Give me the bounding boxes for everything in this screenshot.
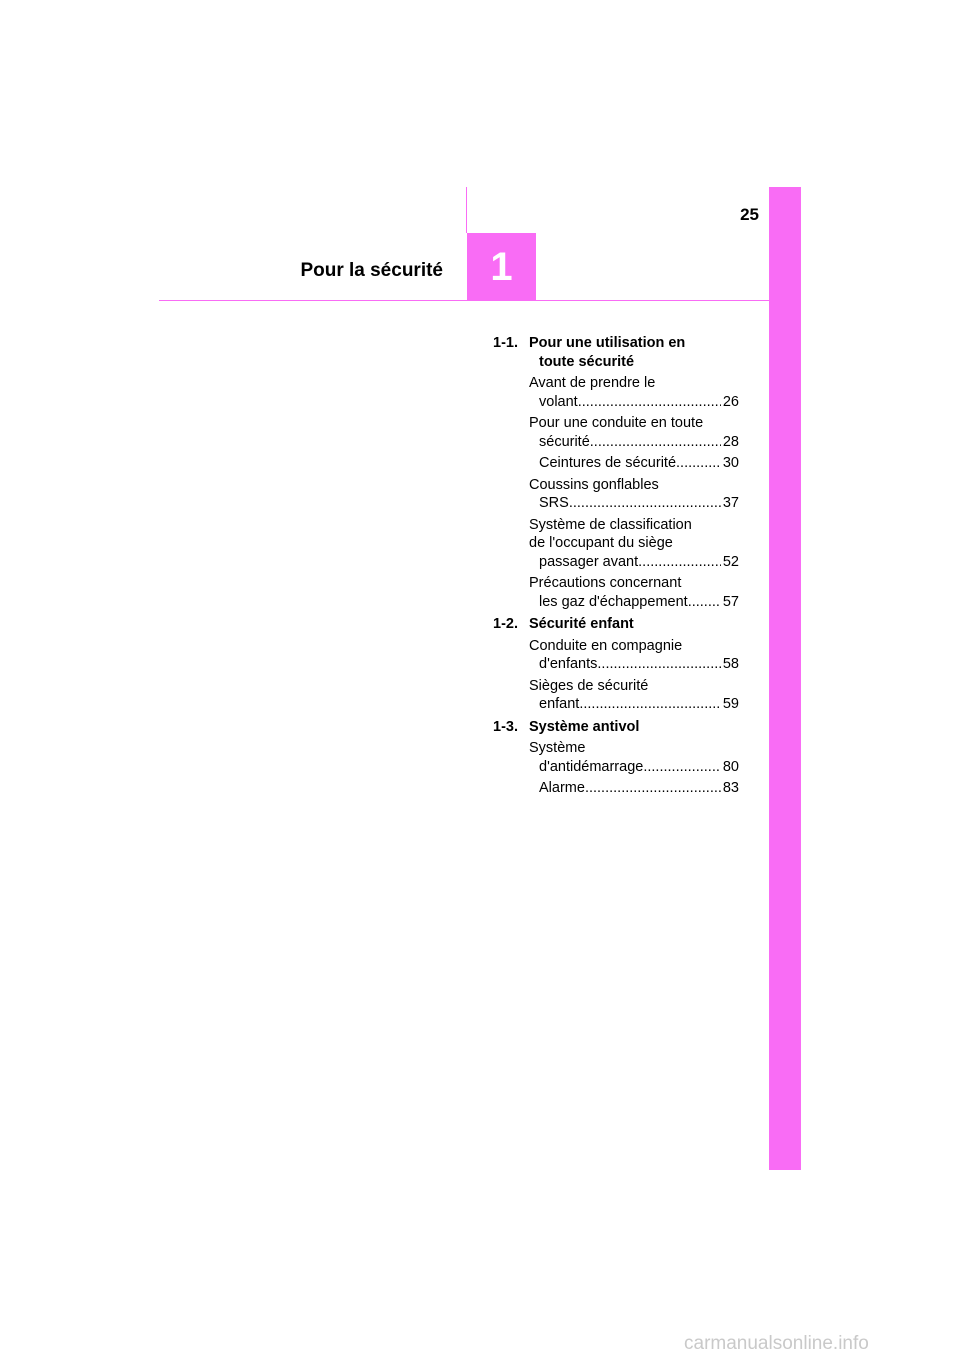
toc-entry[interactable] [529, 739, 739, 776]
toc-entry[interactable] [529, 476, 739, 513]
toc-entry[interactable] [529, 677, 739, 714]
toc-entry[interactable] [529, 779, 739, 798]
header-divider-horizontal [159, 300, 769, 301]
toc-entry-text: Alarme [539, 780, 585, 796]
toc-leader-dots [569, 494, 721, 513]
toc-entry-text: Ceintures de sécurité [539, 455, 677, 471]
toc-entry[interactable] [529, 574, 739, 611]
chapter-title: Pour la sécurité [300, 260, 443, 281]
toc-leader-dots [688, 593, 721, 612]
toc-page-number: 52 [722, 553, 739, 570]
toc-section-title-line: Système antivol [529, 718, 640, 735]
toc-section-number: 1-2. [493, 616, 518, 632]
toc-entry-text: Conduite en compagnie [529, 637, 683, 654]
toc-entry-text: d'antidémarrage [539, 758, 644, 775]
toc-entry-text: Pour une conduite en toute [529, 415, 704, 431]
toc-leader-dots [579, 695, 721, 714]
page-number: 25 [740, 205, 759, 224]
toc-entry-row [539, 593, 739, 612]
toc-section-heading [493, 718, 739, 737]
toc-page-number: 28 [722, 433, 739, 450]
toc-section-number: 1-3. [493, 718, 518, 735]
toc-section-number: 1-1. [493, 335, 518, 351]
toc-entry-text: les gaz d'échappement [539, 593, 688, 610]
header-divider-vertical [466, 187, 467, 233]
toc-leader-dots [597, 655, 720, 674]
toc-entry[interactable] [529, 414, 739, 451]
chapter-tab-bar [769, 187, 801, 1170]
toc-page-number: 58 [722, 656, 739, 672]
toc-leader-dots [585, 779, 721, 798]
toc-page-number: 83 [722, 780, 739, 796]
toc-entry[interactable] [529, 516, 739, 572]
toc-entry-row [539, 494, 739, 513]
toc-entry-text: Système de classification [529, 516, 692, 533]
toc-entry-row [539, 779, 739, 798]
toc-entry-text: passager avant [539, 553, 639, 570]
toc-leader-dots [578, 393, 721, 412]
toc-page-number: 59 [722, 696, 739, 712]
toc-page-number: 30 [722, 455, 739, 471]
toc-section-title-line: Pour une utilisation en [529, 335, 686, 351]
toc-entry-row [539, 553, 739, 572]
toc-entry-text: volant [539, 393, 578, 410]
toc-entry-row [539, 695, 739, 714]
toc-section [493, 718, 739, 798]
chapter-number-badge: 1 [467, 233, 536, 301]
toc-entry-text: Précautions concernant [529, 575, 682, 591]
toc-entry-row [539, 655, 739, 674]
toc-entry-row [539, 454, 739, 473]
toc-section-heading [493, 615, 739, 634]
toc-page-number: 37 [722, 495, 739, 511]
toc-entry-text: enfant [539, 696, 580, 712]
toc-leader-dots [638, 553, 721, 572]
toc-leader-dots [590, 433, 721, 452]
toc-section [493, 615, 739, 714]
toc-page-number: 26 [722, 393, 739, 410]
toc-entry-row [539, 758, 739, 777]
toc-entry-text: d'enfants [539, 656, 598, 672]
toc-entry-text: Système [529, 740, 586, 756]
toc-entry[interactable] [529, 454, 739, 473]
toc-section-title-line: Sécurité enfant [529, 616, 634, 632]
toc-entry-row [539, 433, 739, 452]
toc-entry-text: Coussins gonflables [529, 476, 659, 493]
watermark: carmanualsonline.info [684, 1333, 869, 1354]
toc-entry-text: Sièges de sécurité [529, 677, 649, 694]
toc-section [493, 334, 739, 611]
toc-entry-text: SRS [539, 495, 569, 511]
toc-page-number: 57 [722, 593, 739, 610]
toc-page-number: 80 [722, 758, 739, 775]
table-of-contents [493, 334, 739, 802]
toc-leader-dots [676, 454, 721, 473]
toc-section-heading [493, 334, 739, 371]
toc-entry[interactable] [529, 374, 739, 411]
toc-section-title-line: toute sécurité [539, 353, 635, 370]
toc-entry-text: Avant de prendre le [529, 375, 656, 391]
toc-entry-text: sécurité [539, 433, 590, 450]
toc-leader-dots [643, 758, 721, 777]
toc-entry-row [539, 393, 739, 412]
toc-entry[interactable] [529, 637, 739, 674]
toc-entry-text: de l'occupant du siège [529, 535, 673, 551]
